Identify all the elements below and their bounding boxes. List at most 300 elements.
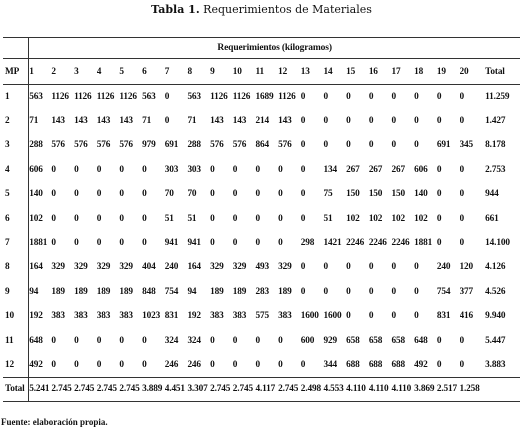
- value-cell: 0: [323, 91, 328, 102]
- value-cell: 0: [232, 213, 238, 224]
- value-cell: 0: [119, 359, 124, 370]
- value-cell: 0: [51, 213, 56, 224]
- value-cell: 0: [300, 213, 306, 224]
- value-cell: 831: [164, 311, 179, 322]
- total-cell: 944: [485, 189, 499, 200]
- column-header-11: 11: [255, 59, 278, 85]
- column-header-10: 10: [233, 59, 256, 85]
- value-cell: 51: [187, 213, 197, 224]
- value-cell: 140: [414, 189, 428, 200]
- value-cell: 0: [459, 238, 464, 249]
- value-cell: 576: [96, 140, 111, 151]
- value-cell: 329: [278, 262, 292, 273]
- value-cell: 416: [459, 311, 473, 322]
- value-cell: 0: [210, 189, 215, 200]
- value-cell: 492: [29, 353, 52, 377]
- value-cell: 0: [51, 164, 56, 175]
- value-cell: 303: [164, 164, 179, 175]
- total-cell: 14.100: [485, 238, 510, 249]
- value-cell: 0: [391, 116, 396, 127]
- value-cell: 0: [210, 335, 215, 346]
- value-cell: 0: [436, 335, 442, 346]
- value-cell: 329: [119, 262, 133, 273]
- value-cell: 0: [300, 262, 306, 273]
- table-row: [3, 85, 520, 109]
- value-cell: 2.745: [119, 384, 140, 395]
- column-header-row: [3, 59, 520, 85]
- value-cell: 1126: [210, 91, 228, 102]
- column-header-9: 9: [210, 59, 233, 85]
- value-cell: 0: [210, 238, 215, 249]
- value-cell: 4.553: [323, 384, 344, 395]
- value-cell: 1.258: [459, 384, 480, 395]
- value-cell: 329: [96, 262, 111, 273]
- value-cell: 0: [436, 213, 442, 224]
- value-cell: 134: [323, 164, 337, 175]
- source-note: Fuente: elaboración propia.: [1, 417, 108, 427]
- value-cell: 600: [300, 335, 315, 346]
- value-cell: 1126: [278, 91, 296, 102]
- value-cell: 576: [51, 140, 65, 151]
- value-cell: 688: [346, 359, 360, 370]
- table-row: [3, 255, 520, 279]
- value-cell: 0: [96, 213, 102, 224]
- value-cell: 189: [96, 286, 111, 297]
- value-cell: 0: [414, 311, 419, 322]
- value-cell: 563: [187, 91, 201, 102]
- total-cell: 5.447: [485, 335, 506, 346]
- value-cell: 267: [391, 164, 405, 175]
- value-cell: 0: [119, 335, 124, 346]
- total-cell: 8.178: [485, 140, 506, 151]
- value-cell: 214: [255, 116, 269, 127]
- value-cell: 383: [119, 311, 133, 322]
- value-cell: 0: [414, 116, 419, 127]
- value-cell: 0: [232, 164, 238, 175]
- value-cell: 0: [368, 311, 374, 322]
- value-cell: 691: [436, 140, 451, 151]
- value-cell: 2.745: [96, 384, 117, 395]
- value-cell: 150: [368, 189, 383, 200]
- column-header-3: 3: [74, 59, 97, 85]
- value-cell: 575: [255, 311, 269, 322]
- value-cell: 1881: [29, 231, 52, 255]
- value-cell: 288: [187, 140, 201, 151]
- value-cell: 0: [142, 238, 147, 249]
- value-cell: 0: [300, 140, 306, 151]
- requirements-table: [3, 37, 520, 402]
- caption-text: Requerimientos de Materiales: [203, 3, 372, 16]
- column-header-7: 7: [165, 59, 188, 85]
- mp-cell: 3: [5, 140, 10, 151]
- value-cell: 4.110: [346, 384, 366, 395]
- value-cell: 383: [96, 311, 111, 322]
- value-cell: 70: [164, 189, 174, 200]
- value-cell: 658: [391, 335, 405, 346]
- value-cell: 0: [278, 238, 283, 249]
- value-cell: 383: [51, 311, 65, 322]
- value-cell: 1126: [232, 91, 251, 102]
- value-cell: 0: [164, 116, 170, 127]
- value-cell: 0: [74, 213, 79, 224]
- mp-cell: 5: [5, 189, 10, 200]
- value-cell: 848: [142, 286, 156, 297]
- column-header-5: 5: [119, 59, 142, 85]
- value-cell: 94: [29, 280, 52, 304]
- value-cell: 303: [187, 164, 201, 175]
- table-row: [3, 231, 520, 255]
- value-cell: 0: [142, 359, 147, 370]
- value-cell: 0: [142, 164, 147, 175]
- value-cell: 120: [459, 262, 473, 273]
- value-cell: 283: [255, 286, 269, 297]
- mp-cell: 10: [5, 311, 14, 322]
- value-cell: 2.745: [210, 384, 231, 395]
- value-cell: 4.110: [391, 384, 412, 395]
- column-header-4: 4: [97, 59, 120, 85]
- value-cell: 0: [232, 359, 238, 370]
- total-cell: [482, 377, 520, 401]
- column-header-8: 8: [187, 59, 210, 85]
- value-cell: 5.241: [29, 377, 52, 401]
- value-cell: 329: [232, 262, 247, 273]
- value-cell: 929: [323, 335, 337, 346]
- value-cell: 0: [278, 189, 283, 200]
- mp-cell: 11: [5, 335, 14, 346]
- column-header-1: 1: [29, 59, 52, 85]
- value-cell: 164: [187, 262, 201, 273]
- value-cell: 688: [368, 359, 383, 370]
- value-cell: 0: [323, 140, 328, 151]
- value-cell: 240: [164, 262, 179, 273]
- value-cell: 3.869: [414, 384, 435, 395]
- mp-cell: 8: [5, 262, 10, 273]
- value-cell: 140: [29, 182, 52, 206]
- value-cell: 189: [278, 286, 292, 297]
- value-cell: 754: [164, 286, 179, 297]
- value-cell: 3.889: [142, 384, 163, 395]
- total-cell: 11.259: [485, 91, 510, 102]
- value-cell: 102: [414, 213, 428, 224]
- column-header-14: 14: [323, 59, 346, 85]
- value-cell: 0: [51, 359, 56, 370]
- value-cell: 0: [232, 335, 238, 346]
- value-cell: 0: [436, 189, 442, 200]
- value-cell: 143: [51, 116, 65, 127]
- value-cell: 298: [300, 238, 315, 249]
- value-cell: 2.745: [232, 384, 253, 395]
- value-cell: 0: [368, 262, 374, 273]
- value-cell: 0: [278, 213, 283, 224]
- value-cell: 0: [232, 238, 238, 249]
- column-header-16: 16: [369, 59, 392, 85]
- value-cell: 576: [232, 140, 247, 151]
- value-cell: 192: [187, 311, 201, 322]
- value-cell: 0: [74, 164, 79, 175]
- value-cell: 267: [346, 164, 360, 175]
- value-cell: 0: [391, 140, 396, 151]
- value-cell: 0: [459, 213, 464, 224]
- value-cell: 2.517: [436, 384, 457, 395]
- value-cell: 0: [255, 164, 260, 175]
- value-cell: 383: [278, 311, 292, 322]
- value-cell: 0: [436, 116, 442, 127]
- table-row: [3, 158, 520, 182]
- value-cell: 51: [323, 213, 333, 224]
- value-cell: 0: [96, 238, 102, 249]
- table-row: [3, 353, 520, 377]
- value-cell: 71: [187, 116, 197, 127]
- value-cell: 0: [142, 189, 147, 200]
- value-cell: 0: [346, 286, 351, 297]
- value-cell: 329: [210, 262, 224, 273]
- group-header: Requerimientos (kilogramos): [29, 38, 520, 59]
- value-cell: 0: [459, 359, 464, 370]
- value-cell: 0: [391, 311, 396, 322]
- value-cell: 189: [119, 286, 133, 297]
- mp-cell: 2: [5, 116, 10, 127]
- total-cell: 661: [485, 213, 499, 224]
- value-cell: 102: [346, 213, 360, 224]
- value-cell: 0: [346, 140, 351, 151]
- value-cell: 404: [142, 262, 156, 273]
- value-cell: 2.745: [74, 384, 95, 395]
- value-cell: 75: [323, 189, 333, 200]
- value-cell: 0: [368, 140, 374, 151]
- value-cell: 150: [391, 189, 405, 200]
- value-cell: 0: [436, 359, 442, 370]
- table-row: [3, 280, 520, 304]
- value-cell: 0: [96, 164, 102, 175]
- table-row: [3, 182, 520, 206]
- total-label-cell: Total: [5, 384, 25, 395]
- value-cell: 0: [255, 335, 260, 346]
- value-cell: 606: [414, 164, 428, 175]
- column-header-13: 13: [301, 59, 324, 85]
- column-header-17: 17: [391, 59, 414, 85]
- value-cell: 0: [210, 359, 215, 370]
- value-cell: 2.745: [278, 384, 299, 395]
- column-header-15: 15: [346, 59, 369, 85]
- total-cell: 4.526: [485, 286, 506, 297]
- value-cell: 0: [459, 335, 464, 346]
- value-cell: 563: [142, 91, 156, 102]
- value-cell: 0: [346, 262, 351, 273]
- value-cell: 0: [74, 335, 79, 346]
- value-cell: 1881: [414, 238, 433, 249]
- value-cell: 189: [51, 286, 65, 297]
- value-cell: 1126: [74, 91, 92, 102]
- value-cell: 102: [368, 213, 383, 224]
- value-cell: 0: [96, 335, 102, 346]
- value-cell: 345: [459, 140, 473, 151]
- value-cell: 143: [96, 116, 111, 127]
- value-cell: 288: [29, 133, 52, 157]
- value-cell: 0: [436, 238, 442, 249]
- value-cell: 267: [368, 164, 383, 175]
- value-cell: 246: [187, 359, 201, 370]
- value-cell: 71: [29, 109, 52, 133]
- value-cell: 0: [346, 91, 351, 102]
- value-cell: 0: [414, 286, 419, 297]
- value-cell: 0: [119, 238, 124, 249]
- value-cell: 0: [164, 91, 170, 102]
- value-cell: 0: [51, 189, 56, 200]
- value-cell: 1600: [323, 311, 342, 322]
- column-header-mp: MP: [3, 59, 29, 85]
- value-cell: 2246: [368, 238, 387, 249]
- value-cell: 0: [255, 213, 260, 224]
- table-body: [3, 85, 520, 402]
- value-cell: 941: [164, 238, 179, 249]
- value-cell: 0: [300, 116, 306, 127]
- value-cell: 329: [74, 262, 88, 273]
- value-cell: 102: [29, 206, 52, 230]
- value-cell: 1126: [119, 91, 137, 102]
- value-cell: 0: [346, 116, 351, 127]
- value-cell: 0: [414, 140, 419, 151]
- value-cell: 150: [346, 189, 360, 200]
- value-cell: 0: [414, 262, 419, 273]
- value-cell: 0: [119, 213, 124, 224]
- value-cell: 691: [164, 140, 179, 151]
- value-cell: 492: [414, 359, 428, 370]
- value-cell: 2246: [391, 238, 410, 249]
- value-cell: 383: [74, 311, 88, 322]
- value-cell: 688: [391, 359, 405, 370]
- value-cell: 3.307: [187, 384, 208, 395]
- column-header-18: 18: [414, 59, 437, 85]
- value-cell: 0: [119, 164, 124, 175]
- value-cell: 1126: [96, 91, 115, 102]
- value-cell: 0: [323, 116, 328, 127]
- table-row: [3, 328, 520, 352]
- value-cell: 2246: [346, 238, 365, 249]
- value-cell: 0: [51, 335, 56, 346]
- value-cell: 0: [255, 189, 260, 200]
- value-cell: 4.117: [255, 384, 276, 395]
- value-cell: 0: [323, 262, 328, 273]
- column-header-19: 19: [437, 59, 460, 85]
- value-cell: 754: [436, 286, 451, 297]
- caption-label: Tabla 1.: [151, 3, 200, 16]
- value-cell: 192: [29, 304, 52, 328]
- table-row: [3, 304, 520, 328]
- value-cell: 658: [346, 335, 360, 346]
- value-cell: 1023: [142, 311, 161, 322]
- total-cell: 3.883: [485, 359, 506, 370]
- value-cell: 0: [300, 189, 306, 200]
- value-cell: 1689: [255, 91, 274, 102]
- value-cell: 576: [278, 140, 292, 151]
- value-cell: 979: [142, 140, 156, 151]
- value-cell: 0: [300, 91, 306, 102]
- value-cell: 143: [74, 116, 88, 127]
- value-cell: 0: [436, 91, 442, 102]
- value-cell: 0: [368, 286, 374, 297]
- value-cell: 1126: [51, 91, 69, 102]
- value-cell: 0: [346, 311, 351, 322]
- value-cell: 864: [255, 140, 269, 151]
- value-cell: 143: [232, 116, 247, 127]
- value-cell: 0: [278, 164, 283, 175]
- value-cell: 0: [459, 116, 464, 127]
- value-cell: 324: [164, 335, 179, 346]
- value-cell: 658: [368, 335, 383, 346]
- column-header-6: 6: [142, 59, 165, 85]
- value-cell: 493: [255, 262, 269, 273]
- value-cell: 0: [96, 359, 102, 370]
- value-cell: 2.498: [300, 384, 321, 395]
- mp-cell: 1: [5, 91, 10, 102]
- table-row: [3, 109, 520, 133]
- value-cell: 0: [51, 238, 56, 249]
- mp-cell: 6: [5, 213, 10, 224]
- value-cell: 51: [164, 213, 174, 224]
- value-cell: 70: [187, 189, 197, 200]
- value-cell: 831: [436, 311, 451, 322]
- value-cell: 0: [74, 189, 79, 200]
- total-row: [3, 377, 520, 401]
- value-cell: 941: [187, 238, 201, 249]
- value-cell: 94: [187, 286, 197, 297]
- mp-cell: 7: [5, 238, 10, 249]
- value-cell: 0: [96, 189, 102, 200]
- value-cell: 0: [74, 238, 79, 249]
- mp-cell: 9: [5, 286, 10, 297]
- value-cell: 0: [210, 213, 215, 224]
- column-header-2: 2: [51, 59, 74, 85]
- value-cell: 1600: [300, 311, 319, 322]
- column-header-12: 12: [278, 59, 301, 85]
- table-row: [3, 206, 520, 230]
- value-cell: 576: [74, 140, 88, 151]
- value-cell: 246: [164, 359, 179, 370]
- value-cell: 606: [29, 158, 52, 182]
- mp-cell: 12: [5, 359, 14, 370]
- value-cell: 344: [323, 359, 337, 370]
- total-cell: 2.753: [485, 164, 506, 175]
- value-cell: 648: [29, 328, 52, 352]
- value-cell: 102: [391, 213, 405, 224]
- value-cell: 0: [414, 91, 419, 102]
- value-cell: 0: [436, 164, 442, 175]
- value-cell: 0: [255, 359, 260, 370]
- value-cell: 0: [459, 91, 464, 102]
- total-cell: 4.126: [485, 262, 506, 273]
- value-cell: 0: [119, 189, 124, 200]
- value-cell: 0: [459, 164, 464, 175]
- value-cell: 0: [391, 286, 396, 297]
- value-cell: 143: [119, 116, 133, 127]
- value-cell: 0: [368, 116, 374, 127]
- table-row: [3, 133, 520, 157]
- value-cell: 71: [142, 116, 152, 127]
- value-cell: 189: [74, 286, 88, 297]
- value-cell: 0: [278, 335, 283, 346]
- value-cell: 189: [232, 286, 247, 297]
- value-cell: 4.451: [164, 384, 185, 395]
- value-cell: 0: [323, 286, 328, 297]
- value-cell: 563: [29, 85, 52, 109]
- value-cell: 329: [51, 262, 65, 273]
- value-cell: 4.110: [368, 384, 389, 395]
- column-header-20: 20: [460, 59, 483, 85]
- value-cell: 0: [459, 189, 464, 200]
- value-cell: 383: [232, 311, 247, 322]
- value-cell: 0: [368, 91, 374, 102]
- value-cell: 189: [210, 286, 224, 297]
